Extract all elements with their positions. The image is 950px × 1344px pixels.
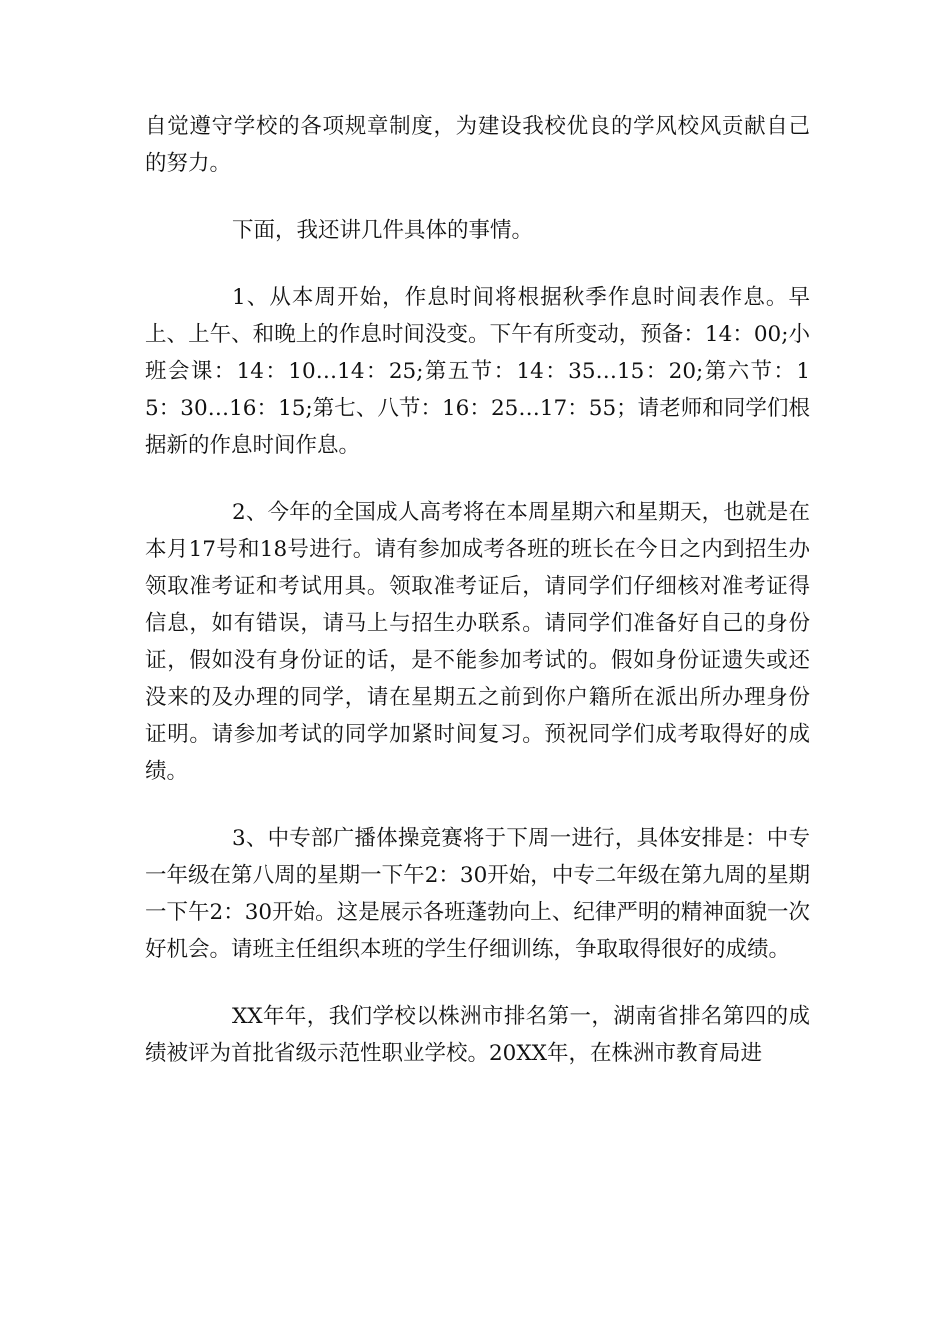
paragraph-school-history: XX年年，我们学校以株洲市排名第一，湖南省排名第四的成绩被评为首批省级示范性职业学校。20XX年，在株洲市教育局进 xyxy=(145,1004,810,1066)
paragraph-item-2-exam: 2、今年的全国成人高考将在本周星期六和星期天，也就是在本月17号和18号进行。请有参加成考各班的班长在今日之内到招生办领取准考证和考试用具。领取准考证后，请同学们仔细核对准考证得信息，如有错误，请马上与招生办联系。请同学们准备好自己的身份证，假如没有身份证的话，是不能参加考试的。假如身份证遗失或还没来的及办理的同学，请在星期五之前到你户籍所在派出所办理身份证明。请参加考试的同学加紧时间复习。预祝同学们成考取得好的成绩。 xyxy=(145,500,810,784)
paragraph-item-1-schedule: 1、从本周开始，作息时间将根据秋季作息时间表作息。早上、上午、和晚上的作息时间没变。下午有所变动，预备：14：00;小班会课：14：10…14：25;第五节：14：35…15：20;第六节：15：30…16：15;第七、八节：16：25…17：55；请老师和同学们根据新的作息时间作息。 xyxy=(145,285,810,458)
paragraph-item-3-gymnastics: 3、中专部广播体操竞赛将于下周一进行，具体安排是：中专一年级在第八周的星期一下午2：30开始，中专二年级在第九周的星期一下午2：30开始。这是展示各班蓬勃向上、纪律严明的精神面貌一次好机会。请班主任组织本班的学生仔细训练，争取取得很好的成绩。 xyxy=(145,826,810,962)
paragraph-intro: 下面，我还讲几件具体的事情。 xyxy=(232,218,534,243)
document-body xyxy=(145,108,810,1102)
paragraph-continuation: 自觉遵守学校的各项规章制度，为建设我校优良的学风校风贡献自己的努力。 xyxy=(145,114,810,176)
